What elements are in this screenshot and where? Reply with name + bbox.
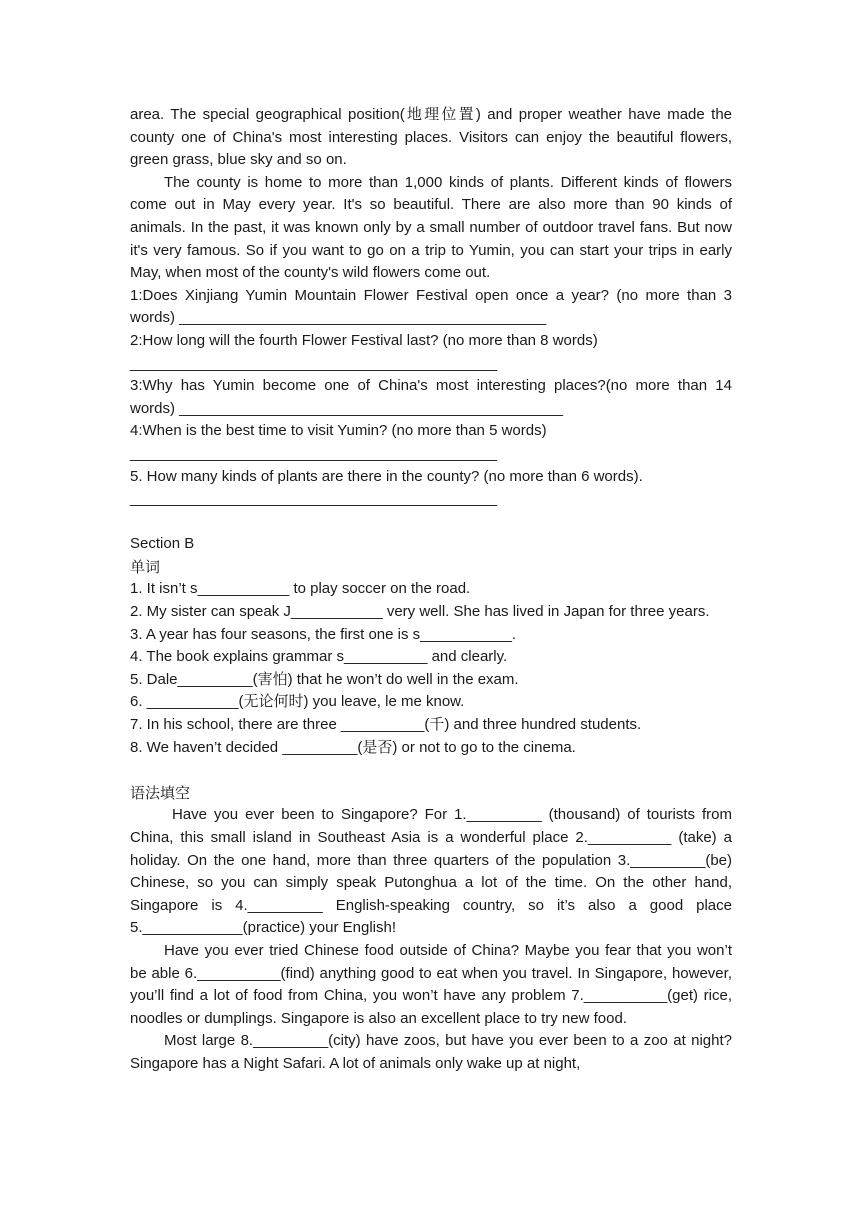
vocab-item: 8. We haven’t decided _________(是否) or not to go to the cinema.: [130, 738, 576, 756]
reading-paragraph-2: The county is home to more than 1,000 kinds of plants. Different kinds of flowers come out in May every year. It's so beautiful. There are also more than 90 kinds of animals. In the past, it was known only by a small number of outdoor travel fans. But now it's very famous. So if you want to go on a trip to Yumin, you can start your trips in early May, when most of the county's wild flowers come out.: [130, 173, 732, 282]
answer-line-2: ____________________________________________: [130, 354, 498, 372]
vocab-item: 6. ___________(无论何时) you leave, le me know.: [130, 693, 465, 711]
spacer: [130, 759, 732, 782]
answer-line-5: ____________________________________________: [130, 490, 498, 508]
section-title: Section B: [130, 535, 195, 553]
vocab-item: 7. In his school, there are three __________(千) and three hundred students.: [130, 716, 642, 734]
vocab-item: 3. A year has four seasons, the first one is s___________.: [130, 625, 517, 643]
question-4: 4:When is the best time to visit Yumin? (no more than 5 words): [130, 422, 547, 440]
question-5: 5. How many kinds of plants are there in the county? (no more than 6 words).: [130, 467, 643, 485]
question-2: 2:How long will the fourth Flower Festival last? (no more than 8 words): [130, 331, 598, 349]
reading-paragraph-1: area. The special geographical position(地理位置) and proper weather have made the county one of China's most interesting places. Visitors can enjoy the beautiful flowers, green grass, blue sky and so on.: [130, 106, 732, 169]
grammar-paragraph-2: Have you ever tried Chinese food outside of China? Maybe you fear that you won’t be able 6.__________(find) anything good to eat when you travel. In Singapore, however, you’ll find a lot of food from China, you won’t have any problem 7.__________(get) rice, noodles or dumplings. Singapore is also an excellent place to try new food.: [130, 941, 732, 1027]
question-1: 1:Does Xinjiang Yumin Mountain Flower Festival open once a year? (no more than 3 words) ____________________________________________: [130, 286, 732, 327]
vocab-item: 4. The book explains grammar s__________ and clearly.: [130, 648, 508, 666]
vocab-item: 5. Dale_________(害怕) that he won’t do well in the exam.: [130, 670, 519, 688]
answer-line-4: ____________________________________________: [130, 444, 498, 462]
grammar-paragraph-3: Most large 8._________(city) have zoos, but have you ever been to a zoo at night? Singapore has a Night Safari. A lot of animals only wake up at night,: [130, 1032, 732, 1072]
vocab-item: 2. My sister can speak J___________ very well. She has lived in Japan for three years.: [130, 603, 710, 621]
grammar-paragraph-1: Have you ever been to Singapore? For 1._________ (thousand) of tourists from China, this small island in Southeast Asia is a wonderful place 2.__________ (take) a holiday. On the one hand, more than three quarters of the population 3._________(be) Chinese, so you can simply speak Putonghua a lot of the time. On the other hand, Singapore is 4._________ English-speaking country, so it’s also a good place 5.____________(practice) your English!: [130, 806, 732, 937]
spacer: [130, 511, 732, 534]
document-page: [130, 104, 732, 1076]
grammar-heading: 语法填空: [130, 783, 191, 802]
vocab-heading: 单词: [130, 557, 161, 576]
question-3: 3:Why has Yumin become one of China's most interesting places?(no more than 14 words) ______________________________________________: [130, 377, 732, 417]
vocab-item: 1. It isn’t s___________ to play soccer on the road.: [130, 580, 471, 598]
